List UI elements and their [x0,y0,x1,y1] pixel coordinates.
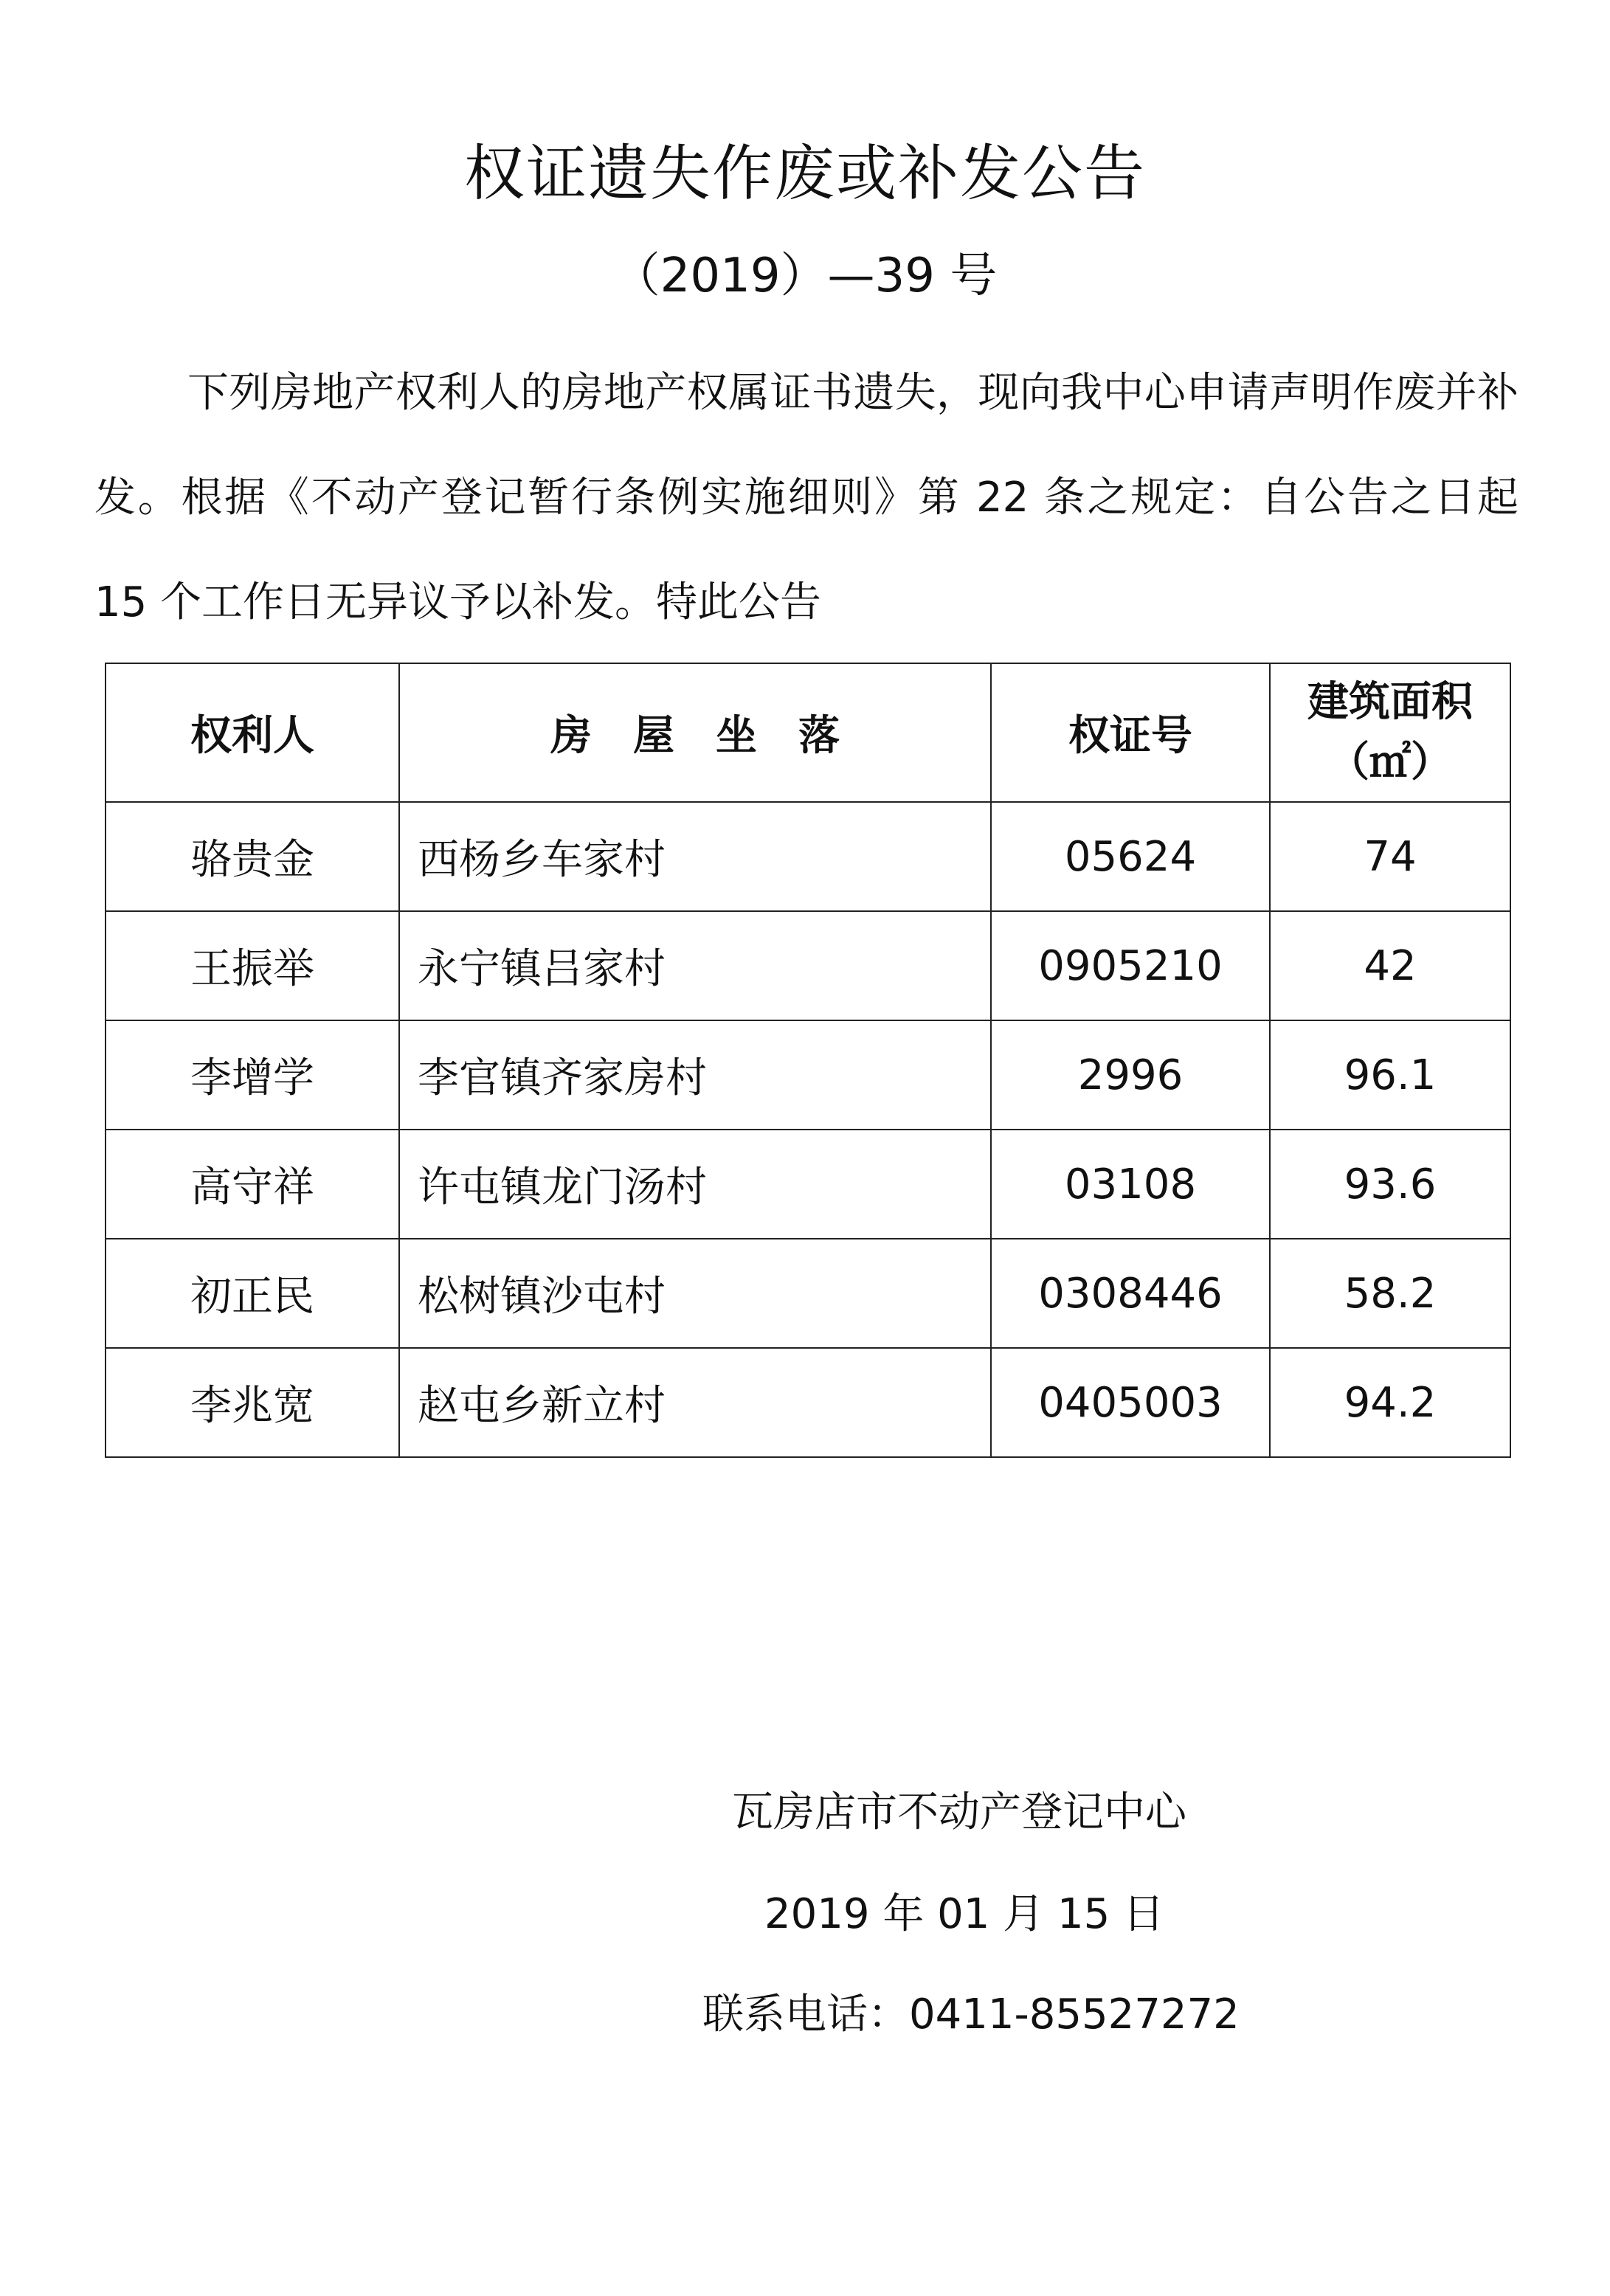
area-cell: 93.6 [1270,1130,1510,1239]
table-header-row [106,663,1510,802]
owner-cell: 骆贵金 [106,802,399,911]
table-row [106,1348,1510,1457]
table-row [106,1239,1510,1348]
cert-no-cell: 0905210 [991,911,1270,1020]
owner-cell: 初正民 [106,1239,399,1348]
lost-certificate-table [105,663,1511,1458]
cert-no-cell: 0308446 [991,1239,1270,1348]
table-row [106,802,1510,911]
area-cell: 58.2 [1270,1239,1510,1348]
issue-date: 2019 年 01 月 15 日 [764,1890,1165,1938]
location-cell: 赵屯乡新立村 [399,1348,991,1457]
contact-phone: 联系电话：0411-85527272 [702,1991,1240,2039]
owner-cell: 王振举 [106,911,399,1020]
location-cell: 许屯镇龙门汤村 [399,1130,991,1239]
area-cell: 96.1 [1270,1020,1510,1130]
owner-cell: 李增学 [106,1020,399,1130]
header-owner: 权利人 [106,663,399,802]
location-cell: 松树镇沙屯村 [399,1239,991,1348]
cert-no-cell: 05624 [991,802,1270,911]
owner-cell: 高守祥 [106,1130,399,1239]
area-cell: 74 [1270,802,1510,911]
table-row [106,1130,1510,1239]
notice-body: 下列房地产权利人的房地产权属证书遗失，现向我中心申请声明作废并补发。根据《不动产登记暂行条例实施细则》第 22 条之规定：自公告之日起 15 个工作日无异议予以补发。特此公告 [94,369,1519,626]
header-area-unit: （㎡） [1328,739,1452,786]
table-row [106,1020,1510,1130]
location-cell: 永宁镇吕家村 [399,911,991,1020]
cert-no-cell: 0405003 [991,1348,1270,1457]
cert-no-cell: 03108 [991,1130,1270,1239]
area-cell: 42 [1270,911,1510,1020]
header-area [1270,663,1510,802]
notice-title: 权证遗失作废或补发公告 [463,139,1146,209]
header-cert-no: 权证号 [991,663,1270,802]
location-cell: 李官镇齐家房村 [399,1020,991,1130]
owner-cell: 李兆宽 [106,1348,399,1457]
location-cell: 西杨乡车家村 [399,802,991,911]
document-number: （2019）—39 号 [612,249,998,303]
issuer-name: 瓦房店市不动产登记中心 [732,1788,1186,1836]
header-area-label: 建筑面积 [1307,678,1473,726]
cert-no-cell: 2996 [991,1020,1270,1130]
header-location: 房 屋 坐 落 [399,663,991,802]
area-cell: 94.2 [1270,1348,1510,1457]
table-row [106,911,1510,1020]
